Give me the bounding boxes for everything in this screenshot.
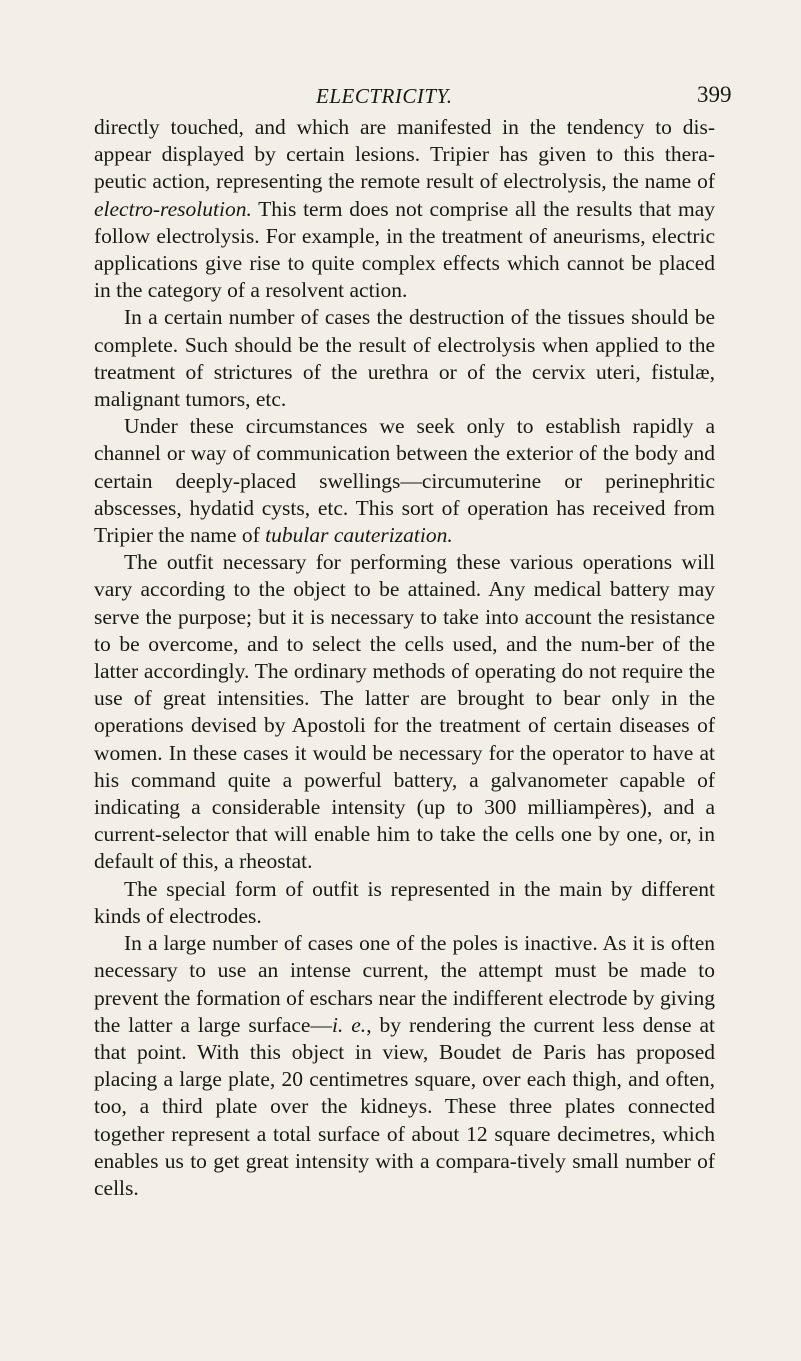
italic-term: tubular cauterization. — [265, 523, 453, 548]
running-head — [0, 80, 801, 112]
text-run: , by rendering the current less dense at that point. With this object in view, Boudet de Paris has proposed placing a large plate, 20 centimetres square, over each thigh, and often, too, a third plate over the kidneys. These three plates connected together represent a total surface of about 12 square decimetres, which enables us to get great intensity with a compara-tively small number of cells. — [94, 1012, 715, 1200]
running-title: ELECTRICITY. — [316, 84, 453, 108]
paragraph — [94, 304, 715, 413]
italic-term: i. e. — [331, 1012, 367, 1037]
text-run: The special form of outfit is represented in the main by different kinds of electrodes. — [94, 876, 715, 928]
paragraph — [94, 876, 715, 930]
text-run: This term does not comprise all the results that may follow electrolysis. For example, in the treatment of aneurisms, electric applications give rise to quite complex effects which cannot be placed in the category of a resolvent action. — [94, 196, 715, 303]
text-run: In a certain number of cases the destruction of the tissues should be complete. Such should be the result of electrolysis when applied to the treatment of strictures of the urethra or of the cervix uteri, fistulæ, malignant tumors, etc. — [94, 305, 715, 412]
paragraph — [94, 549, 715, 875]
paragraph — [94, 930, 715, 1202]
text-run: The outfit necessary for performing these various operations will vary according to the object to be attained. Any medical battery may serve the purpose; but it is necessary to take into account the resistance to be overcome, and to select the cells used, and the num-ber of the latter accordingly. The ordinary methods of operating do not require the use of great intensities. The latter are brought to bear only in the operations devised by Apostoli for the treatment of certain diseases of women. In these cases it would be necessary for the operator to have at his command quite a powerful battery, a galvanometer capable of indicating a considerable intensity (up to 300 milliampères), and a current-selector that will enable him to take the cells one by one, or, in default of this, a rheostat. — [94, 550, 715, 874]
page-number: 399 — [697, 82, 732, 107]
body-text — [94, 114, 715, 1202]
paragraph — [94, 114, 715, 304]
text-run: Under these circumstances we seek only to establish rapidly a channel or way of communication between the exterior of the body and certain deeply-placed swellings—circumuterine or perinephritic abscesses, hydatid cysts, etc. This sort of operation has received from Tripier the name of — [94, 414, 715, 548]
text-run: In a large number of cases one of the poles is inactive. As it is often necessary to use an intense current, the attempt must be made to prevent the formation of eschars near the indifferent electrode by giving the latter a large surface— — [94, 931, 715, 1037]
text-run: directly touched, and which are manifested in the tendency to dis-appear displayed by certain lesions. Tripier has given to this thera-peutic action, representing the remote result of electrolysis, the name of — [94, 115, 715, 194]
italic-term: electro-resolution. — [94, 196, 252, 221]
paragraph — [94, 413, 715, 549]
